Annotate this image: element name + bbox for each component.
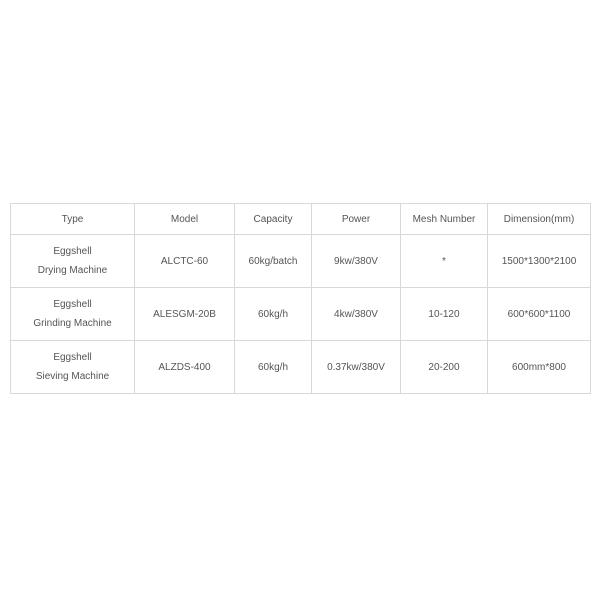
cell-power: 9kw/380V	[312, 235, 401, 288]
header-power: Power	[312, 204, 401, 235]
cell-dimension: 600mm*800	[488, 341, 591, 394]
cell-capacity: 60kg/h	[235, 288, 312, 341]
cell-type	[11, 235, 135, 288]
type-line-1: Eggshell	[53, 246, 92, 257]
type-line-1: Eggshell	[53, 352, 92, 363]
header-mesh-number: Mesh Number	[401, 204, 488, 235]
cell-model: ALCTC-60	[135, 235, 235, 288]
table-row	[11, 341, 591, 394]
cell-mesh-number: 10-120	[401, 288, 488, 341]
type-line-2: Drying Machine	[37, 265, 108, 276]
table-header	[11, 204, 591, 235]
cell-model: ALZDS-400	[135, 341, 235, 394]
cell-capacity: 60kg/batch	[235, 235, 312, 288]
header-model: Model	[135, 204, 235, 235]
type-line-1: Eggshell	[53, 299, 92, 310]
header-dimension: Dimension(mm)	[488, 204, 591, 235]
cell-power: 0.37kw/380V	[312, 341, 401, 394]
cell-power: 4kw/380V	[312, 288, 401, 341]
table-row	[11, 288, 591, 341]
cell-dimension: 1500*1300*2100	[488, 235, 591, 288]
type-line-2: Grinding Machine	[33, 318, 112, 329]
cell-type	[11, 341, 135, 394]
cell-mesh-number: *	[401, 235, 488, 288]
table-body	[11, 235, 591, 394]
cell-type	[11, 288, 135, 341]
header-row	[11, 204, 591, 235]
table-row	[11, 235, 591, 288]
cell-mesh-number: 20-200	[401, 341, 488, 394]
machine-spec-table	[10, 203, 591, 394]
header-type: Type	[11, 204, 135, 235]
cell-model: ALESGM-20B	[135, 288, 235, 341]
type-line-2: Sieving Machine	[35, 371, 110, 382]
cell-dimension: 600*600*1100	[488, 288, 591, 341]
header-capacity: Capacity	[235, 204, 312, 235]
cell-capacity: 60kg/h	[235, 341, 312, 394]
